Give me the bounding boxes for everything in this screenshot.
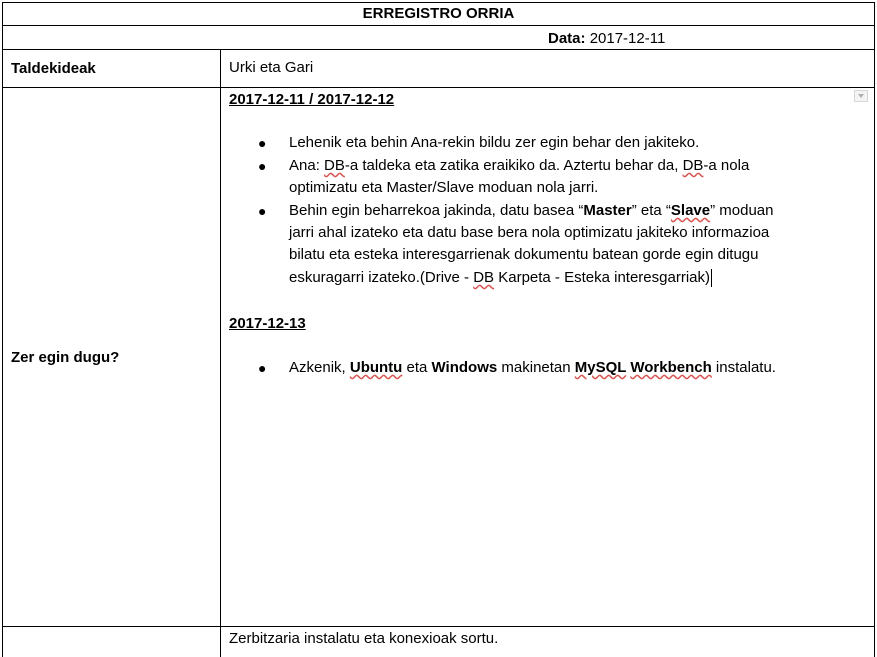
dropdown-icon[interactable] xyxy=(854,90,868,102)
keyword-workbench: Workbench xyxy=(630,359,712,376)
divider-title xyxy=(2,25,875,26)
keyword-mysql: MySQL xyxy=(574,359,627,376)
bullet-3-line-4[interactable] xyxy=(289,269,712,287)
border-top xyxy=(2,2,875,3)
bullet-4-mid-1: eta xyxy=(402,359,432,376)
divider-members xyxy=(2,87,875,88)
log-sheet xyxy=(2,2,875,657)
members-value[interactable]: Urki eta Gari xyxy=(229,59,314,76)
bullet-icon: ● xyxy=(258,135,267,151)
spellcheck-word: DB xyxy=(324,157,345,174)
bullet-3-l4-prefix: eskuragarri izateko.(Drive - xyxy=(289,269,474,286)
spellcheck-word: DB xyxy=(473,269,495,286)
bullet-icon: ● xyxy=(258,203,267,219)
bullet-3-line-3[interactable]: bilatu eta esteka interesgarrienak dokumentu batean gorde egin ditugu xyxy=(289,246,759,263)
bullet-4-mid-2: makinetan xyxy=(497,359,575,376)
next-row-value[interactable]: Zerbitzaria instalatu eta konexioak sortu. xyxy=(229,630,499,647)
spellcheck-word: DB xyxy=(682,157,704,174)
bullet-2-line-1[interactable] xyxy=(289,157,749,174)
bullet-2-middle: -a taldeka eta zatika eraikiko da. Aztertu behar da, xyxy=(344,157,683,174)
keyword-windows: Windows xyxy=(431,359,498,376)
column-divider xyxy=(220,49,221,657)
text-cursor xyxy=(711,269,712,287)
bullet-1-text[interactable]: Lehenik eta behin Ana-rekin bildu zer egin behar den jakiteko. xyxy=(289,134,700,151)
border-left xyxy=(2,2,3,657)
bullet-2-prefix: Ana: xyxy=(289,157,325,174)
keyword-ubuntu: Ubuntu xyxy=(349,359,403,376)
bullet-4-suffix: instalatu. xyxy=(711,359,776,376)
bullet-4-text[interactable] xyxy=(289,359,776,376)
bullet-3-line-1[interactable]: Behin egin beharrekoa jakinda, datu basea “Master” eta “Slave” moduan xyxy=(289,202,774,219)
date-row xyxy=(548,30,665,47)
bullet-icon: ● xyxy=(258,158,267,174)
bullet-icon: ● xyxy=(258,360,267,376)
page-title: ERREGISTRO ORRIA xyxy=(362,5,515,22)
bullet-3-line-2[interactable]: jarri ahal izateko eta datu base bera nola optimizatu jakiteko informazioa xyxy=(289,224,770,241)
section-heading-2: 2017-12-13 xyxy=(229,315,306,332)
bullet-2-suffix: -a nola xyxy=(703,157,750,174)
border-right xyxy=(874,2,875,657)
work-label: Zer egin dugu? xyxy=(11,349,120,366)
divider-date xyxy=(2,49,875,50)
divider-work xyxy=(2,626,875,627)
bullet-4-prefix: Azkenik, xyxy=(289,359,350,376)
keyword-master: Master xyxy=(583,202,632,219)
section-heading-1: 2017-12-11 / 2017-12-12 xyxy=(229,91,395,108)
keyword-slave: Slave xyxy=(670,202,711,219)
members-label: Taldekideak xyxy=(11,60,96,77)
bullet-2-line-2[interactable]: optimizatu eta Master/Slave moduan nola jarri. xyxy=(289,179,599,196)
date-value: 2017-12-11 xyxy=(589,30,666,47)
date-label: Data: xyxy=(548,30,586,47)
bullet-3-l4-suffix: Karpeta - Esteka interesgarriak) xyxy=(494,269,710,286)
